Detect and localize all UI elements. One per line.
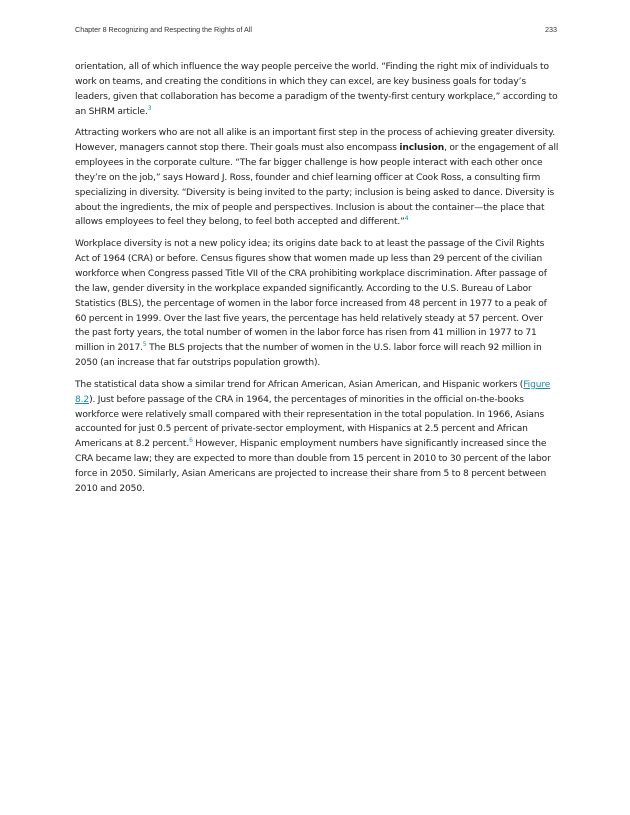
paragraph-text: orientation, all of which influence the way people perceive the world. “Finding the right mix of individuals to work on teams, and creating the conditions in which they can excel, are key business goals for today’s leaders, given that collaboration has become a paradigm of the twenty-first century workplace,” according to an SHRM article.: [75, 62, 558, 117]
paragraph-text: The statistical data show a similar trend for African American, Asian American, and Hispanic workers (: [75, 379, 524, 390]
paragraph-text: ). Just before passage of the CRA in 1964, the percentages of minorities in the official on-the-books workforce were relatively small compared with their representation in the total population. In 1966, Asians accounted for just 0.5 percent of private-sector employment, with Hispanics at 2.5 percent and African Americans at 8.2 percent.: [75, 394, 545, 450]
chapter-title: Chapter 8 Recognizing and Respecting the Rights of All: [75, 25, 252, 34]
page-number: 233: [545, 25, 557, 34]
paragraph-4: [75, 378, 559, 497]
page-header: [75, 25, 557, 34]
paragraph-2: [75, 126, 559, 230]
paragraph-text: , or the engagement of all employees in the corporate culture. “The far bigger challenge is how people interact with each other once they’re on the job,” says Howard J. Ross, founder and chief learning officer at Cook Ross, a consulting firm specializing in diversity. “Diversity is being invited to the party; inclusion is being asked to dance. Diversity is about the ingredients, the mix of people and perspectives. Inclusion is about the container—the place that allows employees to feel they belong, to feel both accepted and different.”: [75, 143, 559, 228]
figure-8-2-link[interactable]: Figure 8.2: [75, 379, 551, 405]
footnote-link-4[interactable]: 4: [404, 215, 409, 223]
page-body: [75, 60, 559, 504]
footnote-link-3[interactable]: 3: [147, 104, 152, 112]
paragraph-text: Workplace diversity is not a new policy idea; its origins date back to at least the passage of the Civil Rights Act of 1964 (CRA) or before. Census figures show that women made up less than 29 percent of the civilian workforce when Congress passed Title VII of the CRA prohibiting workplace discrimination. After passage of the law, gender diversity in the workplace expanded significantly. According to the U.S. Bureau of Labor Statistics (BLS), the percentage of women in the labor force increased from 48 percent in 1977 to a peak of 60 percent in 1999. Over the last five years, the percentage has held relatively steady at 57 percent. Over the past forty years, the total number of women in the labor force has risen from 41 million in 1977 to 71 million in 2017.: [75, 239, 547, 354]
key-term-inclusion: inclusion: [399, 143, 445, 154]
paragraph-text: The BLS projects that the number of women in the U.S. labor force will reach 92 million in 2050 (an increase that far outstrips population growth).: [75, 343, 542, 369]
paragraph-3: [75, 237, 559, 371]
paragraph-1: [75, 60, 559, 119]
paragraph-text: However, Hispanic employment numbers have significantly increased since the CRA became law; they are expected to more than double from 15 percent in 2010 to 30 percent of the labor force in 2050. Similarly, Asian Americans are projected to increase their share from 5 to 8 percent between 2010 and 2050.: [75, 439, 551, 494]
footnote-link-5[interactable]: 5: [142, 341, 147, 349]
paragraph-text: Attracting workers who are not all alike is an important first step in the process of achieving greater diversity. However, managers cannot stop there. Their goals must also encompass: [75, 128, 555, 154]
footnote-link-6[interactable]: 6: [189, 437, 193, 445]
